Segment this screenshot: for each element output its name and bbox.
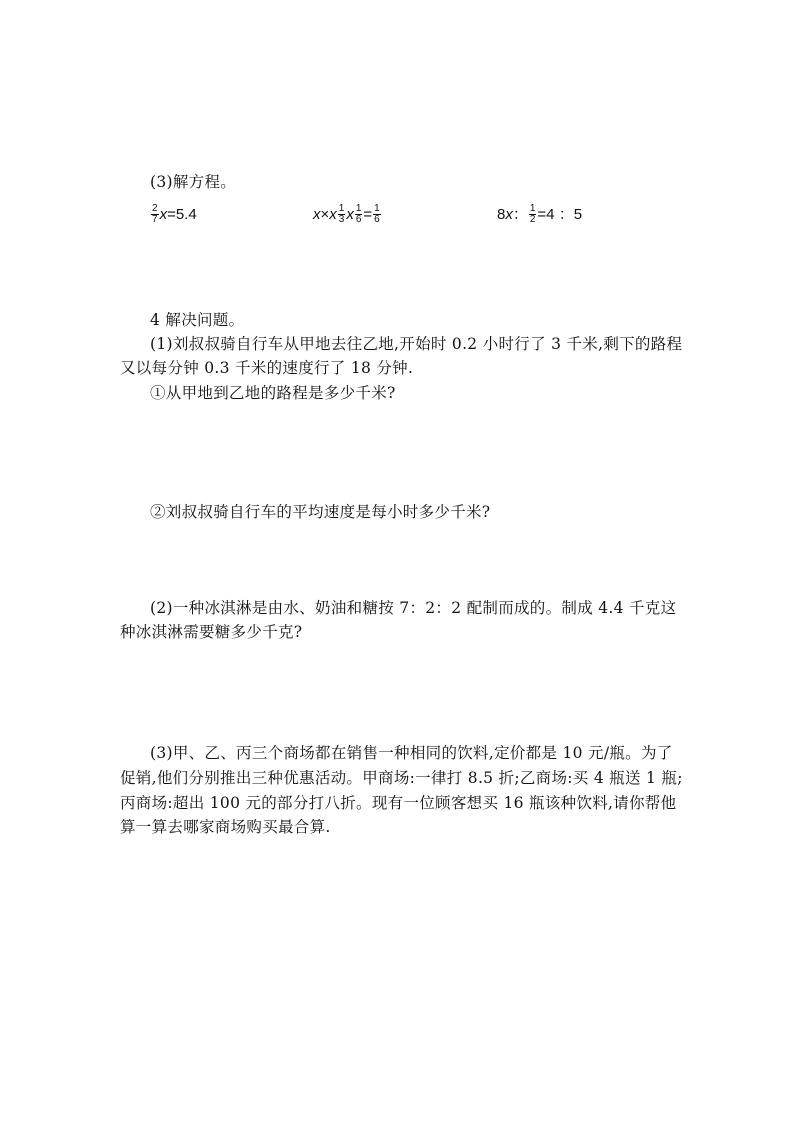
- fraction: $\frac{1}{6}$: [374, 203, 380, 225]
- equation-1: $\frac{2}{7}$ x =5.4: [152, 203, 197, 225]
- equation-3: 8 x ： $\frac{1}{2}$ =4 ：5: [497, 203, 583, 225]
- section-4-heading: 4 解决问题。: [150, 311, 245, 329]
- q3-line-2: 促销,他们分别推出三种优惠活动。甲商场:一律打 8.5 折;乙商场:买 4 瓶送 1 瓶;: [120, 769, 683, 787]
- q3-line-3: 丙商场:超出 100 元的部分打八折。现有一位顾客想买 16 瓶该种饮料,请你帮他: [120, 794, 677, 812]
- section-3-heading: (3)解方程。: [150, 173, 237, 191]
- q2-line-1: (2)一种冰淇淋是由水、奶油和糖按 7：2：2 配制而成的。制成 4.4 千克这: [150, 599, 677, 617]
- fraction: $\frac{2}{7}$: [152, 203, 158, 225]
- fraction: $\frac{1}{2}$: [529, 203, 536, 225]
- equation-2: x × x $\frac{1}{3}$ x $\frac{1}{6}$ = $\frac{1}{6}$: [313, 203, 380, 225]
- q1-subquestion-2: ②刘叔叔骑自行车的平均速度是每小时多少千米?: [150, 503, 491, 521]
- fraction: $\frac{1}{6}$: [355, 203, 362, 225]
- q3-line-4: 算一算去哪家商场购买最合算.: [120, 818, 331, 836]
- q1-line-2: 又以每分钟 0.3 千米的速度行了 18 分钟.: [120, 359, 414, 377]
- q3-line-1: (3)甲、乙、丙三个商场都在销售一种相同的饮料,定价都是 10 元/瓶。为了: [150, 744, 673, 762]
- q1-line-1: (1)刘叔叔骑自行车从甲地去往乙地,开始时 0.2 小时行了 3 千米,剩下的路程: [150, 335, 683, 353]
- q1-subquestion-1: ①从甲地到乙地的路程是多少千米?: [150, 384, 396, 402]
- q2-line-2: 种冰淇淋需要糖多少千克?: [120, 623, 303, 641]
- fraction: $\frac{1}{3}$: [338, 203, 345, 225]
